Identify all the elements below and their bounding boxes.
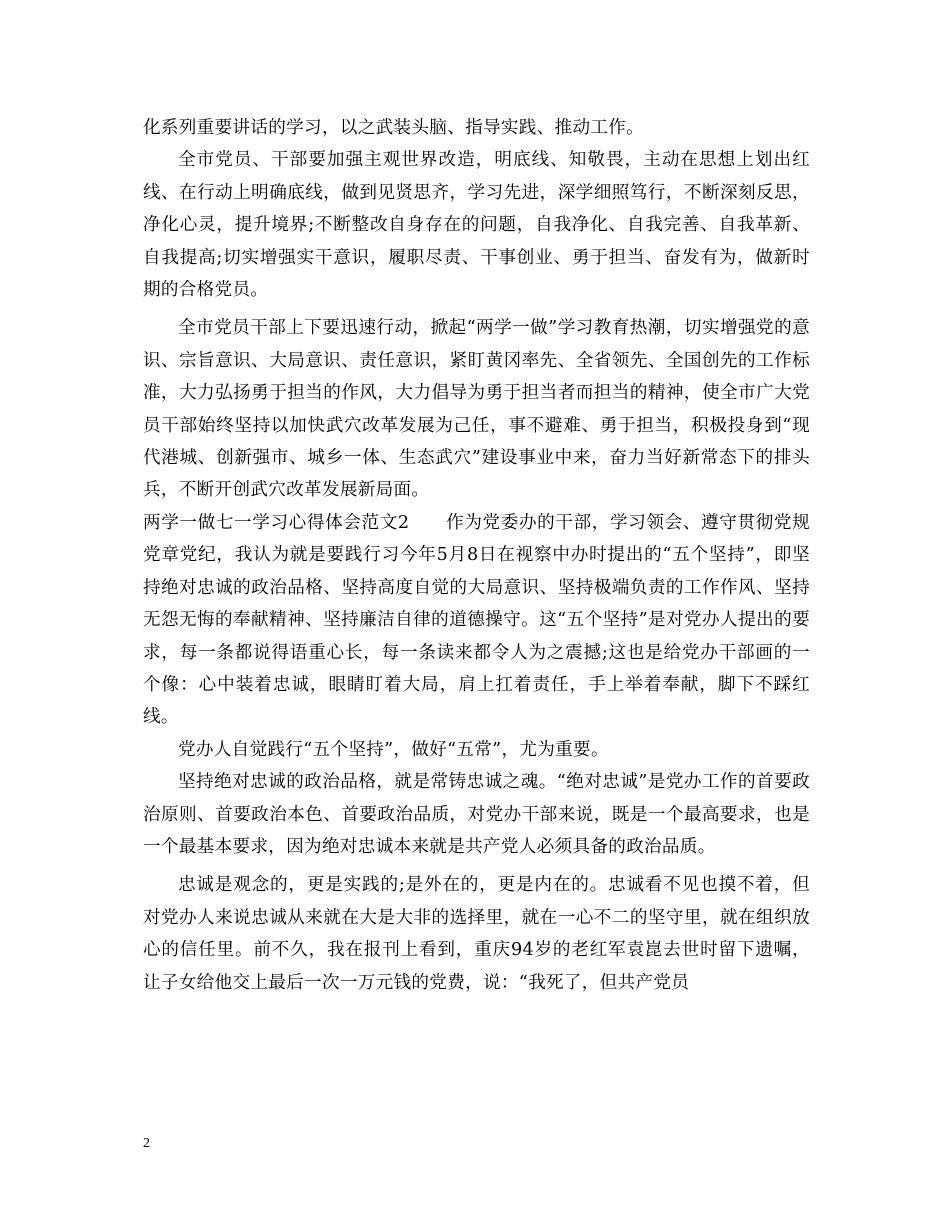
paragraph-1: 化系列重要讲话的学习，以之武装头脑、指导实践、推动工作。 (143, 118, 645, 138)
paragraph-2: 全市党员、干部要加强主观世界改造，明底线、知敬畏，主动在思想上划出红线、在行动上明确底线，做到见贤思齐，学习先进，深学细照笃行，不断深刻反思，净化心灵，提升境界;不断整改自身存在的问题，自我净化、自我完善、自我革新、自我提高;切实增强实干意识，履职尽责、干事创业、勇于担当、奋发有为，做新时期的合格党员。 (143, 150, 810, 301)
paragraph-7: 忠诚是观念的，更是实践的;是外在的，更是内在的。忠诚看不见也摸不着，但对党办人来说忠诚从来就在大是大非的选择里，就在一心不二的坚守里，就在组织放心的信任里。前不久，我在报刊上看到，重庆94岁的老红军袁崑去世时留下遗嘱，让子女给他交上最后一次一万元钱的党费，说：“我死了，但共产党员 (143, 875, 810, 993)
page-number: 2 (143, 1136, 150, 1151)
document-page (143, 112, 810, 999)
paragraph-4: 两学一做七一学习心得体会范文2 作为党委办的干部，学习领会、遵守贯彻党规党章党纪，我认为就是要践行习今年5月8日在视察中办时提出的“五个坚持”，即坚持绝对忠诚的政治品格、坚持高度自觉的大局意识、坚持极端负责的工作作风、坚持无怨无悔的奉献精神、坚持廉洁自律的道德操守。这“五个坚持”是对党办人提出的要求，每一条都说得语重心长，每一条读来都令人为之震撼;这也是给党办干部画的一个像：心中装着忠诚，眼睛盯着大局，肩上扛着责任，手上举着奉献，脚下不踩红线。 (143, 512, 810, 728)
paragraph-6: 坚持绝对忠诚的政治品格，就是常铸忠诚之魂。“绝对忠诚”是党办工作的首要政治原则、首要政治本色、首要政治品质，对党办干部来说，既是一个最高要求，也是一个最基本要求，因为绝对忠诚本来就是共产党人必须具备的政治品质。 (143, 772, 810, 857)
paragraph-3: 全市党员干部上下要迅速行动，掀起“两学一做”学习教育热潮，切实增强党的意识、宗旨意识、大局意识、责任意识，紧盯黄冈率先、全省领先、全国创先的工作标准，大力弘扬勇于担当的作风，大力倡导为勇于担当者而担当的精神，使全市广大党员干部始终坚持以加快武穴改革发展为己任，事不避难、勇于担当，积极投身到“现代港城、创新强市、城乡一体、生态武穴”建设事业中来，奋力当好新常态下的排头兵，不断开创武穴改革发展新局面。 (143, 318, 810, 501)
paragraph-5: 党办人自觉践行“五个坚持”，做好“五常”，尤为重要。 (178, 739, 609, 760)
